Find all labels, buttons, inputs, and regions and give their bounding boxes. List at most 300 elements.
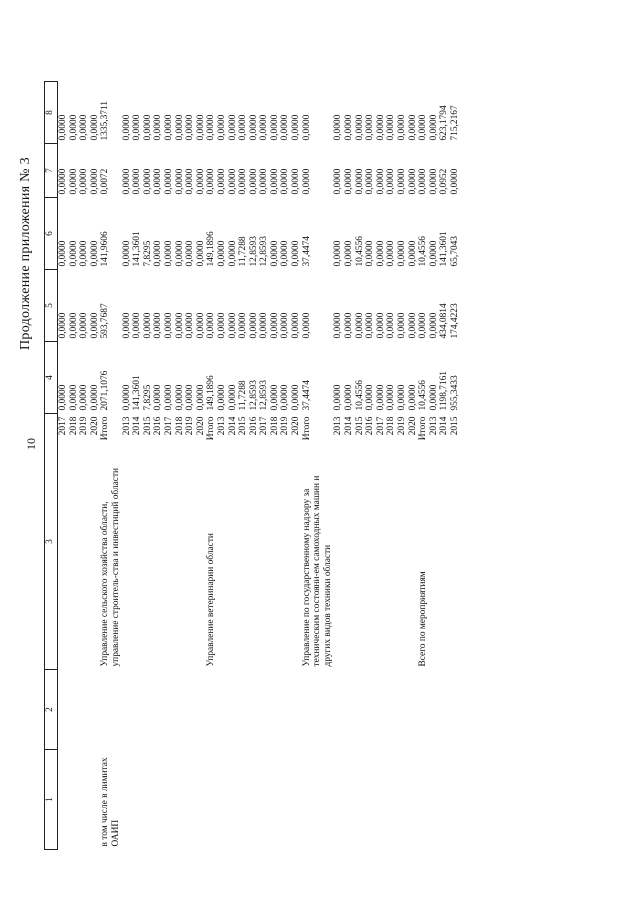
- value-col4: 11,7288: [238, 380, 249, 411]
- value-col4: 0,0000: [58, 384, 68, 411]
- table-row: [228, 82, 239, 850]
- value-col7: 0,0000: [58, 168, 68, 195]
- year-cell: 2013: [428, 416, 439, 436]
- value-col8: 0,0000: [174, 114, 185, 141]
- blank-cell: [90, 670, 101, 750]
- rotated-table-sheet: [10, 20, 600, 880]
- table-row: [132, 82, 143, 850]
- value-col8: 0,0000: [375, 114, 386, 141]
- value-col5: 0,0000: [375, 312, 386, 339]
- value-col8: 0,0000: [354, 114, 365, 141]
- executor-cell: Управление по государственному надзору за техническим состояни-ем самоходных машин и других видов техники области: [301, 475, 333, 667]
- executor-cell: Управление ветеринарии области: [206, 533, 217, 667]
- value-col8: 0,0000: [428, 114, 439, 141]
- blank-cell: [376, 670, 387, 750]
- table-row: [280, 82, 291, 850]
- executor-cell: [386, 460, 397, 670]
- year-cell: 2019: [79, 416, 90, 436]
- value-col4: 0,0000: [153, 384, 164, 411]
- value-col8: 0,0000: [68, 114, 79, 141]
- value-col6: 149,1896: [206, 231, 217, 267]
- blank-cell: [79, 670, 90, 750]
- blank-cell: [408, 670, 419, 750]
- value-col8: 0,0000: [248, 114, 259, 141]
- value-col4: 0,0000: [174, 384, 185, 411]
- year-cell: 2020: [407, 416, 418, 436]
- value-col5: 0,0000: [386, 312, 397, 339]
- value-col6: 0,0000: [174, 240, 185, 267]
- table-row: [291, 82, 302, 850]
- value-col6: 12,8593: [248, 236, 259, 267]
- value-col6: 0,0000: [365, 240, 376, 267]
- blank-cell: [206, 670, 217, 750]
- value-col4: 0,0000: [344, 384, 355, 411]
- value-col4: 0,0000: [79, 384, 90, 411]
- recipient-cell: [132, 750, 143, 850]
- value-col7: 0,0000: [238, 168, 249, 195]
- value-col7: 0,0952: [439, 168, 450, 195]
- table-row: [185, 82, 196, 850]
- recipient-cell: [228, 750, 239, 850]
- recipient-cell: [280, 750, 291, 850]
- value-col7: 0,0000: [344, 168, 355, 195]
- blank-cell: [175, 670, 186, 750]
- blank-cell: [429, 670, 440, 750]
- table-row: [365, 82, 376, 850]
- value-col6: 0,0000: [68, 240, 79, 267]
- value-col4: 0,0000: [365, 384, 376, 411]
- year-cell: 2018: [174, 416, 185, 436]
- blank-cell: [439, 670, 450, 750]
- value-col6: 0,0000: [280, 240, 291, 267]
- continuation-heading: Продолжение приложения № 3: [18, 157, 33, 350]
- value-col7: 0,0000: [291, 168, 302, 195]
- value-col5: 0,0000: [195, 312, 206, 339]
- blank-cell: [418, 670, 429, 750]
- year-cell: 2020: [291, 416, 302, 436]
- value-col8: 0,0000: [238, 114, 249, 141]
- recipient-cell: [58, 750, 69, 850]
- col-header-2: 2: [45, 670, 58, 750]
- executor-cell: [355, 460, 366, 670]
- value-col7: 0,0000: [301, 168, 312, 195]
- year-cell: 2014: [227, 416, 238, 436]
- value-col4: 0,0000: [407, 384, 418, 411]
- value-col6: 11,7288: [238, 236, 249, 267]
- value-col7: 0,0000: [153, 168, 164, 195]
- year-cell: Итого: [206, 416, 217, 441]
- blank-cell: [365, 670, 376, 750]
- page-number: 10: [24, 438, 38, 450]
- table-row: [450, 82, 461, 850]
- value-col5: 0,0000: [132, 312, 143, 339]
- year-cell: 2019: [280, 416, 291, 436]
- executor-cell: [270, 460, 281, 670]
- table-row: [302, 82, 334, 850]
- executor-cell: [58, 460, 69, 670]
- value-col5: 0,0000: [397, 312, 407, 339]
- executor-cell: [376, 460, 387, 670]
- executor-cell: [333, 460, 344, 670]
- value-col5: 0,0000: [238, 312, 249, 339]
- value-col4: 10,4556: [418, 380, 429, 411]
- recipient-cell: [185, 750, 196, 850]
- value-col4: 0,0000: [333, 384, 344, 411]
- year-cell: 2015: [142, 416, 153, 436]
- blank-cell: [450, 670, 461, 750]
- value-col4: 0,0000: [163, 384, 174, 411]
- year-cell: 2017: [163, 416, 174, 436]
- blank-cell: [291, 670, 302, 750]
- value-col6: 7,8295: [142, 240, 153, 267]
- blank-cell: [143, 670, 154, 750]
- recipient-cell: [217, 750, 228, 850]
- year-cell: Итого: [418, 416, 429, 441]
- value-col5: 593,7687: [100, 303, 111, 339]
- year-cell: Итого: [301, 416, 312, 441]
- value-col8: 0,0000: [132, 114, 143, 141]
- table-row: [196, 82, 207, 850]
- recipient-cell: в том числе в лимитах ОАИП: [100, 757, 121, 847]
- value-col4: 10,4556: [354, 380, 365, 411]
- value-col5: 0,0000: [280, 312, 291, 339]
- value-col6: 0,0000: [79, 240, 90, 267]
- value-col7: 0,0000: [174, 168, 185, 195]
- table-row: [69, 82, 80, 850]
- value-col6: 0,0000: [269, 240, 280, 267]
- value-col7: 0,0000: [407, 168, 418, 195]
- value-col8: 0,0000: [58, 114, 68, 141]
- value-col5: 0,0000: [291, 312, 302, 339]
- executor-cell: [238, 460, 249, 670]
- recipient-cell: [196, 750, 207, 850]
- year-cell: 2018: [68, 416, 79, 436]
- blank-cell: [185, 670, 196, 750]
- year-cell: 2020: [89, 416, 100, 436]
- value-col6: 10,4556: [418, 236, 429, 267]
- value-col7: 0,0000: [142, 168, 153, 195]
- table-row: [270, 82, 281, 850]
- value-col4: 37,4474: [301, 380, 312, 411]
- value-col4: 0,0000: [68, 384, 79, 411]
- executor-cell: [429, 460, 440, 670]
- table-row: [333, 82, 344, 850]
- value-col5: 434,0814: [439, 303, 450, 339]
- value-col5: 0,0000: [269, 312, 280, 339]
- table-row: [90, 82, 101, 850]
- recipient-cell: [259, 750, 270, 850]
- executor-cell: [408, 460, 419, 670]
- value-col4: 2071,1076: [100, 370, 111, 411]
- table-row: [100, 82, 121, 850]
- value-col5: 0,0000: [216, 312, 227, 339]
- year-cell: 2015: [449, 416, 460, 436]
- blank-cell: [386, 670, 397, 750]
- recipient-cell: [164, 750, 175, 850]
- year-cell: 2013: [333, 416, 344, 436]
- value-col8: 0,0000: [79, 114, 90, 141]
- year-cell: 2016: [153, 416, 164, 436]
- table-row: [259, 82, 270, 850]
- value-col4: 0,0000: [121, 384, 132, 411]
- value-col7: 0,0000: [449, 168, 460, 195]
- value-col7: 0,0000: [333, 168, 344, 195]
- executor-cell: [185, 460, 196, 670]
- year-cell: Итого: [100, 416, 111, 441]
- blank-cell: [344, 670, 355, 750]
- value-col8: 0,0000: [291, 114, 302, 141]
- recipient-cell: [408, 750, 419, 850]
- year-cell: 2014: [439, 416, 450, 436]
- value-col8: 623,1794: [439, 105, 450, 141]
- col-header-1: 1: [45, 750, 58, 850]
- executor-cell: [397, 460, 408, 670]
- value-col7: 0,0072: [100, 168, 111, 195]
- value-col8: 0,0000: [153, 114, 164, 141]
- table-row: [344, 82, 355, 850]
- executor-cell: [249, 460, 260, 670]
- executor-cell: [79, 460, 90, 670]
- value-col5: 0,0000: [248, 312, 259, 339]
- value-col5: 0,0000: [407, 312, 418, 339]
- value-col4: 0,0000: [280, 384, 291, 411]
- year-cell: 2018: [386, 416, 397, 436]
- year-cell: 2016: [248, 416, 259, 436]
- value-col6: 0,0000: [89, 240, 100, 267]
- value-col8: 0,0000: [280, 114, 291, 141]
- recipient-cell: [143, 750, 154, 850]
- value-col8: 0,0000: [216, 114, 227, 141]
- value-col7: 0,0000: [206, 168, 217, 195]
- recipient-cell: [344, 750, 355, 850]
- year-cell: 2016: [365, 416, 376, 436]
- recipient-cell: [90, 750, 101, 850]
- table-row: [164, 82, 175, 850]
- year-cell: 2015: [238, 416, 249, 436]
- col-header-7: 7: [45, 144, 58, 198]
- value-col6: 0,0000: [386, 240, 397, 267]
- value-col5: 0,0000: [185, 312, 196, 339]
- value-col7: 0,0000: [163, 168, 174, 195]
- table-row: [439, 82, 450, 850]
- blank-cell: [132, 670, 143, 750]
- year-cell: 2014: [132, 416, 143, 436]
- year-cell: 2013: [121, 416, 132, 436]
- recipient-cell: [270, 750, 281, 850]
- value-col6: 0,0000: [344, 240, 355, 267]
- year-cell: 2013: [216, 416, 227, 436]
- blank-cell: [280, 670, 291, 750]
- value-col6: 12,8593: [259, 236, 270, 267]
- column-number-row: [45, 82, 58, 850]
- value-col7: 0,0000: [185, 168, 196, 195]
- executor-cell: Управление сельского хозяйства области, управление строитель-ства и инвестиций области: [100, 467, 121, 667]
- value-col5: 174,4223: [449, 303, 460, 339]
- value-col8: 1335,3711: [100, 101, 111, 141]
- recipient-cell: [175, 750, 186, 850]
- value-col8: 0,0000: [163, 114, 174, 141]
- value-col7: 0,0000: [386, 168, 397, 195]
- executor-cell: [450, 460, 461, 670]
- year-cell: 2014: [344, 416, 355, 436]
- blank-cell: [259, 670, 270, 750]
- value-col7: 0,0000: [269, 168, 280, 195]
- value-col6: 0,0000: [375, 240, 386, 267]
- value-col5: 0,0000: [206, 312, 217, 339]
- value-col4: 0,0000: [227, 384, 238, 411]
- value-col4: 0,0000: [89, 384, 100, 411]
- table-body: [58, 82, 461, 850]
- value-col4: 0,0000: [216, 384, 227, 411]
- value-col7: 0,0000: [68, 168, 79, 195]
- executor-cell: [164, 460, 175, 670]
- table-row: [206, 82, 217, 850]
- executor-cell: [439, 460, 450, 670]
- appendix-table: [44, 81, 461, 850]
- value-col5: 0,0000: [58, 312, 68, 339]
- value-col5: 0,0000: [301, 312, 312, 339]
- value-col5: 0,0000: [354, 312, 365, 339]
- recipient-cell: [365, 750, 376, 850]
- value-col5: 0,0000: [153, 312, 164, 339]
- value-col6: 0,0000: [195, 240, 206, 267]
- col-header-5: 5: [45, 270, 58, 342]
- recipient-cell: [376, 750, 387, 850]
- value-col8: 0,0000: [185, 114, 196, 141]
- value-col8: 0,0000: [227, 114, 238, 141]
- recipient-cell: [418, 750, 429, 850]
- value-col6: 37,4474: [301, 236, 312, 267]
- value-col8: 0,0000: [121, 114, 132, 141]
- value-col7: 0,0000: [375, 168, 386, 195]
- value-col8: 0,0000: [195, 114, 206, 141]
- value-col7: 0,0000: [121, 168, 132, 195]
- value-col7: 0,0000: [428, 168, 439, 195]
- value-col6: 0,0000: [333, 240, 344, 267]
- value-col4: 955,3433: [449, 375, 460, 411]
- value-col6: 0,0000: [291, 240, 302, 267]
- blank-cell: [69, 670, 80, 750]
- value-col8: 0,0000: [344, 114, 355, 141]
- blank-cell: [238, 670, 249, 750]
- recipient-cell: [355, 750, 366, 850]
- value-col4: 0,0000: [375, 384, 386, 411]
- value-col6: 0,0000: [428, 240, 439, 267]
- value-col6: 0,0000: [185, 240, 196, 267]
- col-header-4: 4: [45, 342, 58, 414]
- col-header-6: 6: [45, 198, 58, 270]
- recipient-cell: [122, 750, 133, 850]
- value-col5: 0,0000: [227, 312, 238, 339]
- value-col6: 0,0000: [58, 240, 68, 267]
- value-col6: 0,0000: [153, 240, 164, 267]
- table-row: [429, 82, 440, 850]
- executor-cell: [280, 460, 291, 670]
- table-row: [79, 82, 90, 850]
- recipient-cell: [249, 750, 260, 850]
- blank-cell: [397, 670, 408, 750]
- table-row: [397, 82, 408, 850]
- table-row: [408, 82, 419, 850]
- value-col8: 715,2167: [449, 105, 460, 141]
- table-row: [386, 82, 397, 850]
- table-row: [376, 82, 387, 850]
- table-row: [249, 82, 260, 850]
- table-row: [418, 82, 429, 850]
- recipient-cell: [397, 750, 408, 850]
- value-col4: 0,0000: [397, 384, 407, 411]
- value-col6: 0,0000: [397, 240, 407, 267]
- value-col6: 0,0000: [121, 240, 132, 267]
- value-col4: 0,0000: [291, 384, 302, 411]
- executor-cell: [132, 460, 143, 670]
- value-col7: 0,0000: [132, 168, 143, 195]
- table-row: [153, 82, 164, 850]
- value-col4: 12,8593: [259, 380, 270, 411]
- recipient-cell: [291, 750, 302, 850]
- blank-cell: [122, 670, 133, 750]
- value-col8: 0,0000: [142, 114, 153, 141]
- col-header-3: 3: [45, 414, 58, 670]
- value-col8: 0,0000: [259, 114, 270, 141]
- value-col6: 0,0000: [216, 240, 227, 267]
- blank-cell: [270, 670, 281, 750]
- executor-cell: [228, 460, 239, 670]
- year-cell: 2017: [58, 416, 68, 436]
- blank-cell: [58, 670, 69, 750]
- value-col8: 0,0000: [365, 114, 376, 141]
- blank-cell: [164, 670, 175, 750]
- executor-cell: [122, 460, 133, 670]
- value-col5: 0,0000: [89, 312, 100, 339]
- executor-cell: [143, 460, 154, 670]
- table-row: [217, 82, 228, 850]
- value-col8: 0,0000: [301, 114, 312, 141]
- blank-cell: [196, 670, 207, 750]
- blank-cell: [302, 670, 334, 750]
- value-col7: 0,0000: [248, 168, 259, 195]
- table-row: [175, 82, 186, 850]
- value-col6: 65,7043: [449, 236, 460, 267]
- executor-cell: [90, 460, 101, 670]
- value-col4: 149,1896: [206, 375, 217, 411]
- table-row: [58, 82, 69, 850]
- blank-cell: [249, 670, 260, 750]
- value-col7: 0,0000: [418, 168, 429, 195]
- value-col7: 0,0000: [259, 168, 270, 195]
- year-cell: 2017: [259, 416, 270, 436]
- value-col5: 0,0000: [344, 312, 355, 339]
- value-col5: 0,0000: [121, 312, 132, 339]
- value-col6: 141,3601: [132, 231, 143, 267]
- recipient-cell: [153, 750, 164, 850]
- value-col6: 0,0000: [163, 240, 174, 267]
- value-col8: 0,0000: [407, 114, 418, 141]
- value-col8: 0,0000: [397, 114, 407, 141]
- value-col7: 0,0000: [280, 168, 291, 195]
- blank-cell: [100, 670, 121, 750]
- value-col5: 0,0000: [174, 312, 185, 339]
- executor-cell: [365, 460, 376, 670]
- executor-cell: [153, 460, 164, 670]
- executor-cell: [217, 460, 228, 670]
- value-col5: 0,0000: [259, 312, 270, 339]
- value-col7: 0,0000: [397, 168, 407, 195]
- value-col5: 0,0000: [163, 312, 174, 339]
- value-col7: 0,0000: [195, 168, 206, 195]
- value-col6: 141,9606: [100, 231, 111, 267]
- recipient-cell: [386, 750, 397, 850]
